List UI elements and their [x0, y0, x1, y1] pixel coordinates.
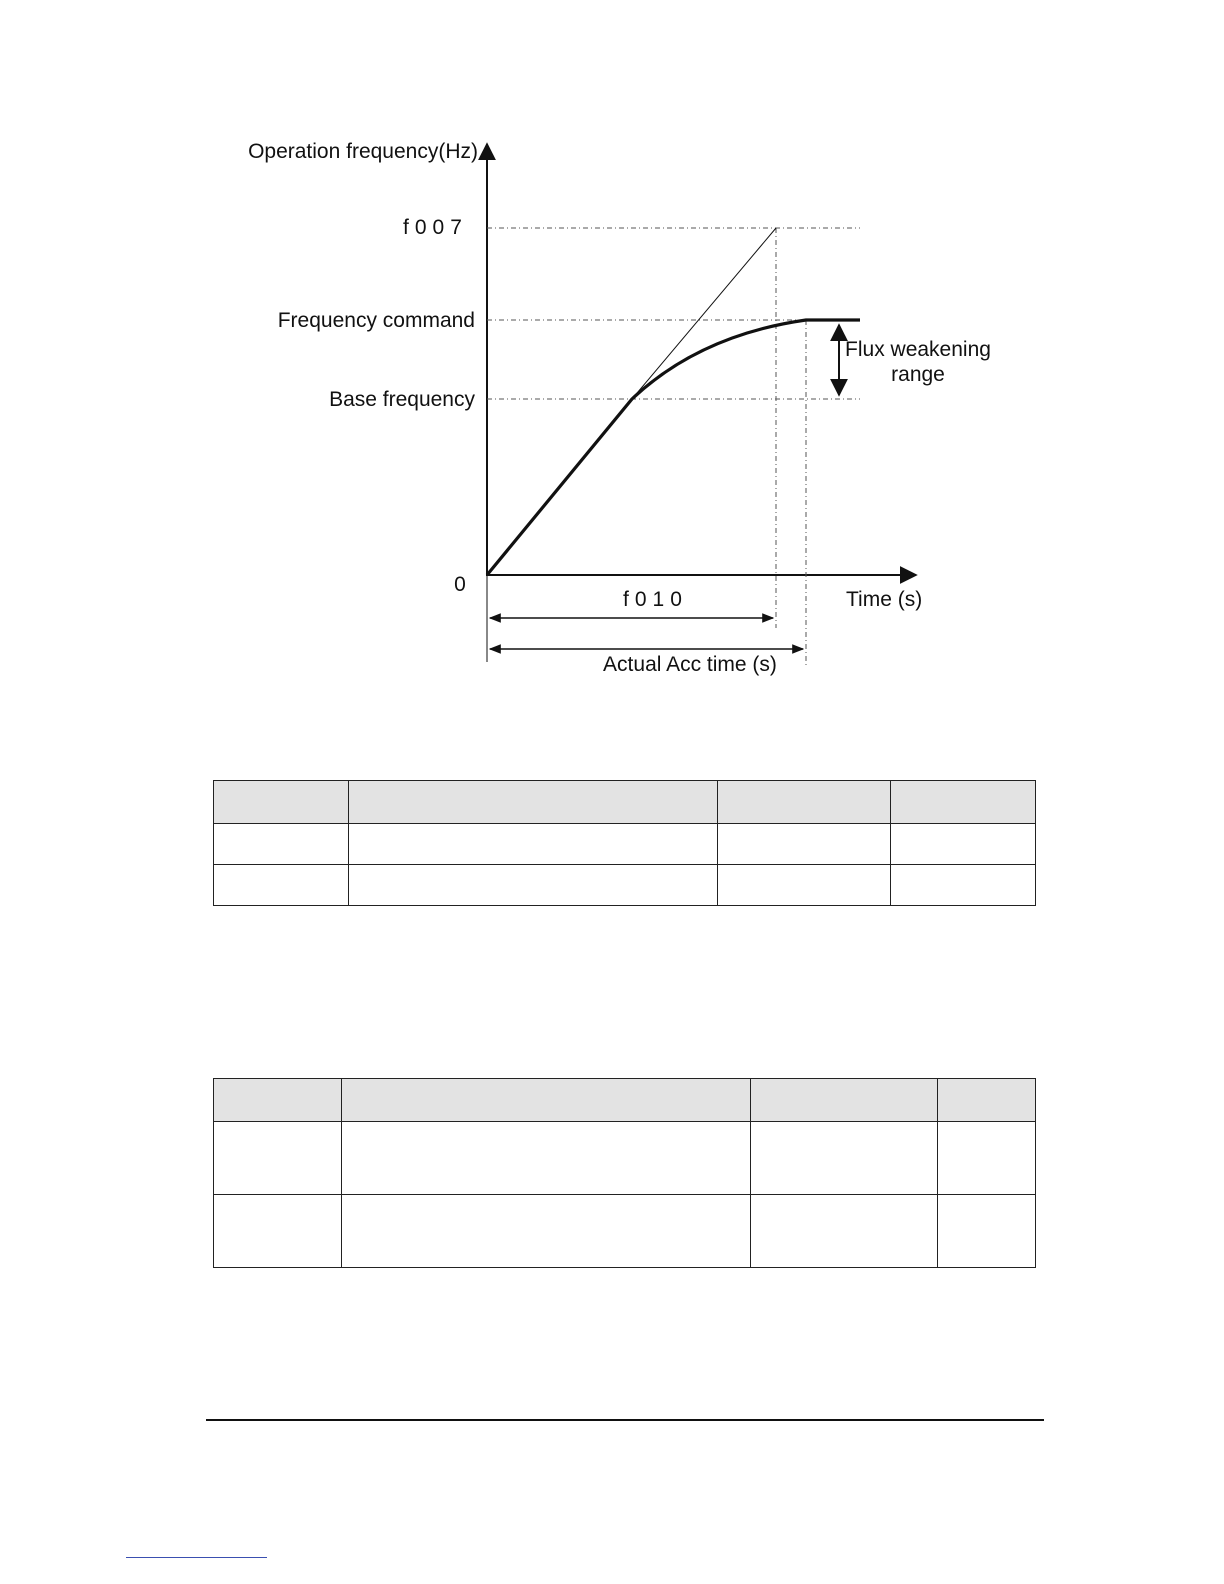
table-header-cell — [348, 781, 718, 824]
table-row — [214, 824, 1036, 865]
table-cell — [938, 1195, 1036, 1268]
table-row — [214, 1195, 1036, 1268]
flux-weakening-label: Flux weakening — [845, 338, 991, 361]
footer-link-underline[interactable] — [126, 1557, 267, 1558]
table-header-cell — [214, 781, 349, 824]
table-header-cell — [938, 1079, 1036, 1122]
table-cell — [341, 1122, 751, 1195]
table-cell — [718, 865, 891, 906]
origin-label: 0 — [454, 573, 466, 596]
table-header-cell — [214, 1079, 342, 1122]
actual-acc-time-label: Actual Acc time (s) — [603, 653, 777, 676]
table-cell — [214, 824, 349, 865]
table-cell — [214, 1122, 342, 1195]
table-cell — [891, 865, 1036, 906]
table-cell — [891, 824, 1036, 865]
time-axis-label: Time (s) — [846, 588, 923, 611]
table-cell — [348, 865, 718, 906]
flux-weakening-label-range: range — [891, 363, 945, 386]
base-frequency-label: Base frequency — [329, 388, 475, 411]
table-cell — [718, 824, 891, 865]
f007-label: f007 — [403, 216, 468, 239]
table-row — [214, 1122, 1036, 1195]
table-header-cell — [718, 781, 891, 824]
f010-label: f010 — [623, 588, 688, 611]
table-header-row — [214, 1079, 1036, 1122]
table-cell — [214, 865, 349, 906]
table-cell — [938, 1122, 1036, 1195]
table-header-cell — [341, 1079, 751, 1122]
parameter-table-2 — [213, 1078, 1036, 1268]
table-row — [214, 865, 1036, 906]
acceleration-diagram — [0, 0, 1224, 700]
table-header-row — [214, 781, 1036, 824]
table-cell — [341, 1195, 751, 1268]
table-header-cell — [751, 1079, 938, 1122]
parameter-table-1 — [213, 780, 1036, 906]
table-cell — [751, 1195, 938, 1268]
table-cell — [751, 1122, 938, 1195]
linear-extension-line — [632, 228, 776, 399]
table-header-cell — [891, 781, 1036, 824]
y-axis-label: Operation frequency(Hz) — [248, 140, 478, 163]
table-cell — [348, 824, 718, 865]
table-cell — [214, 1195, 342, 1268]
frequency-command-label: Frequency command — [277, 309, 475, 332]
actual-frequency-curve — [487, 320, 860, 575]
footer-rule — [206, 1419, 1044, 1421]
